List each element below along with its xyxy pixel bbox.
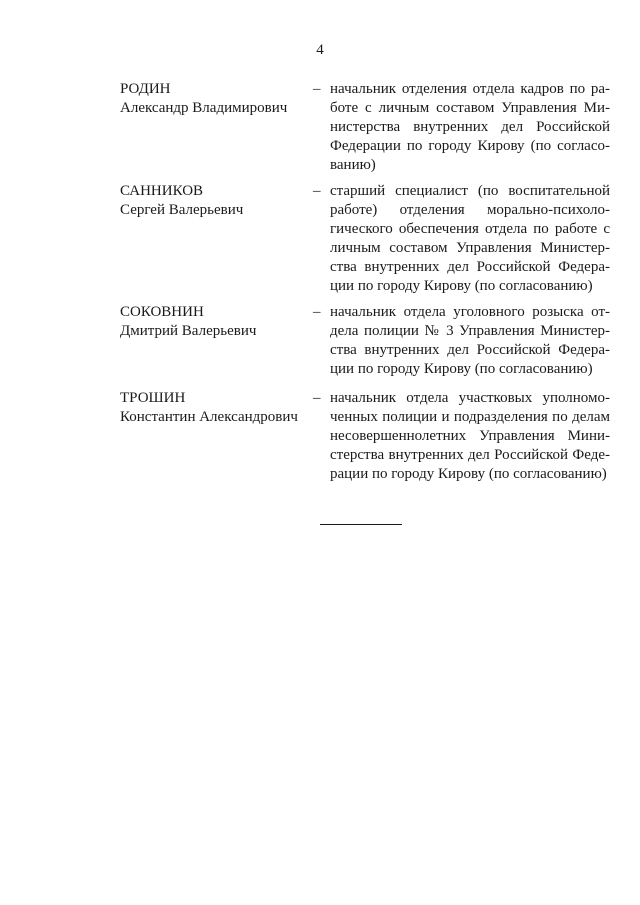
description-line: ции по городу Кирову (по согласованию)	[330, 361, 593, 377]
description-line: боте с личным составом Управления Ми-	[330, 100, 610, 116]
description-line: начальник отдела уголовного розыска от-	[330, 304, 610, 320]
description-line: ства внутренних дел Российской Федера-	[330, 259, 610, 275]
position-description	[330, 389, 610, 484]
dash: –	[313, 81, 321, 97]
dash: –	[313, 183, 321, 199]
position-description	[330, 80, 610, 175]
description-line: Федерации по городу Кирову (по согласо-	[330, 138, 610, 154]
position-description	[330, 303, 610, 379]
position-description	[330, 182, 610, 296]
person-name	[120, 182, 310, 220]
dash: –	[313, 390, 321, 406]
description-line: ства внутренних дел Российской Федера-	[330, 342, 610, 358]
given-name: Дмитрий Валерьевич	[120, 323, 257, 339]
given-name: Александр Владимирович	[120, 100, 288, 116]
description-line: ванию)	[330, 157, 376, 173]
description-line: старший специалист (по воспитательной	[330, 183, 610, 199]
given-name: Сергей Валерьевич	[120, 202, 244, 218]
surname: САННИКОВ	[120, 183, 204, 199]
description-line: начальник отдела участковых уполномо-	[330, 390, 610, 406]
person-name	[120, 303, 310, 341]
person-name	[120, 389, 310, 427]
end-of-list-rule	[320, 524, 402, 525]
page-number: 4	[316, 42, 324, 58]
description-line: ции по городу Кирову (по согласованию)	[330, 278, 593, 294]
given-name: Константин Александрович	[120, 409, 298, 425]
description-line: несовершеннолетних Управления Мини-	[330, 428, 610, 444]
surname: СОКОВНИН	[120, 304, 204, 320]
dash: –	[313, 304, 321, 320]
description-line: ченных полиции и подразделения по делам	[330, 409, 610, 425]
description-line: стерства внутренних дел Российской Феде-	[330, 447, 610, 463]
description-line: начальник отделения отдела кадров по ра-	[330, 81, 610, 97]
surname: ТРОШИН	[120, 390, 186, 406]
description-line: гического обеспечения отдела по работе с	[330, 221, 610, 237]
person-name	[120, 80, 310, 118]
description-line: дела полиции № 3 Управления Министер-	[330, 323, 610, 339]
description-line: нистерства внутренних дел Российской	[330, 119, 610, 135]
description-line: личным составом Управления Министер-	[330, 240, 610, 256]
surname: РОДИН	[120, 81, 171, 97]
description-line: работе) отделения морально-психоло-	[330, 202, 610, 218]
description-line: рации по городу Кирову (по согласованию)	[330, 466, 607, 482]
